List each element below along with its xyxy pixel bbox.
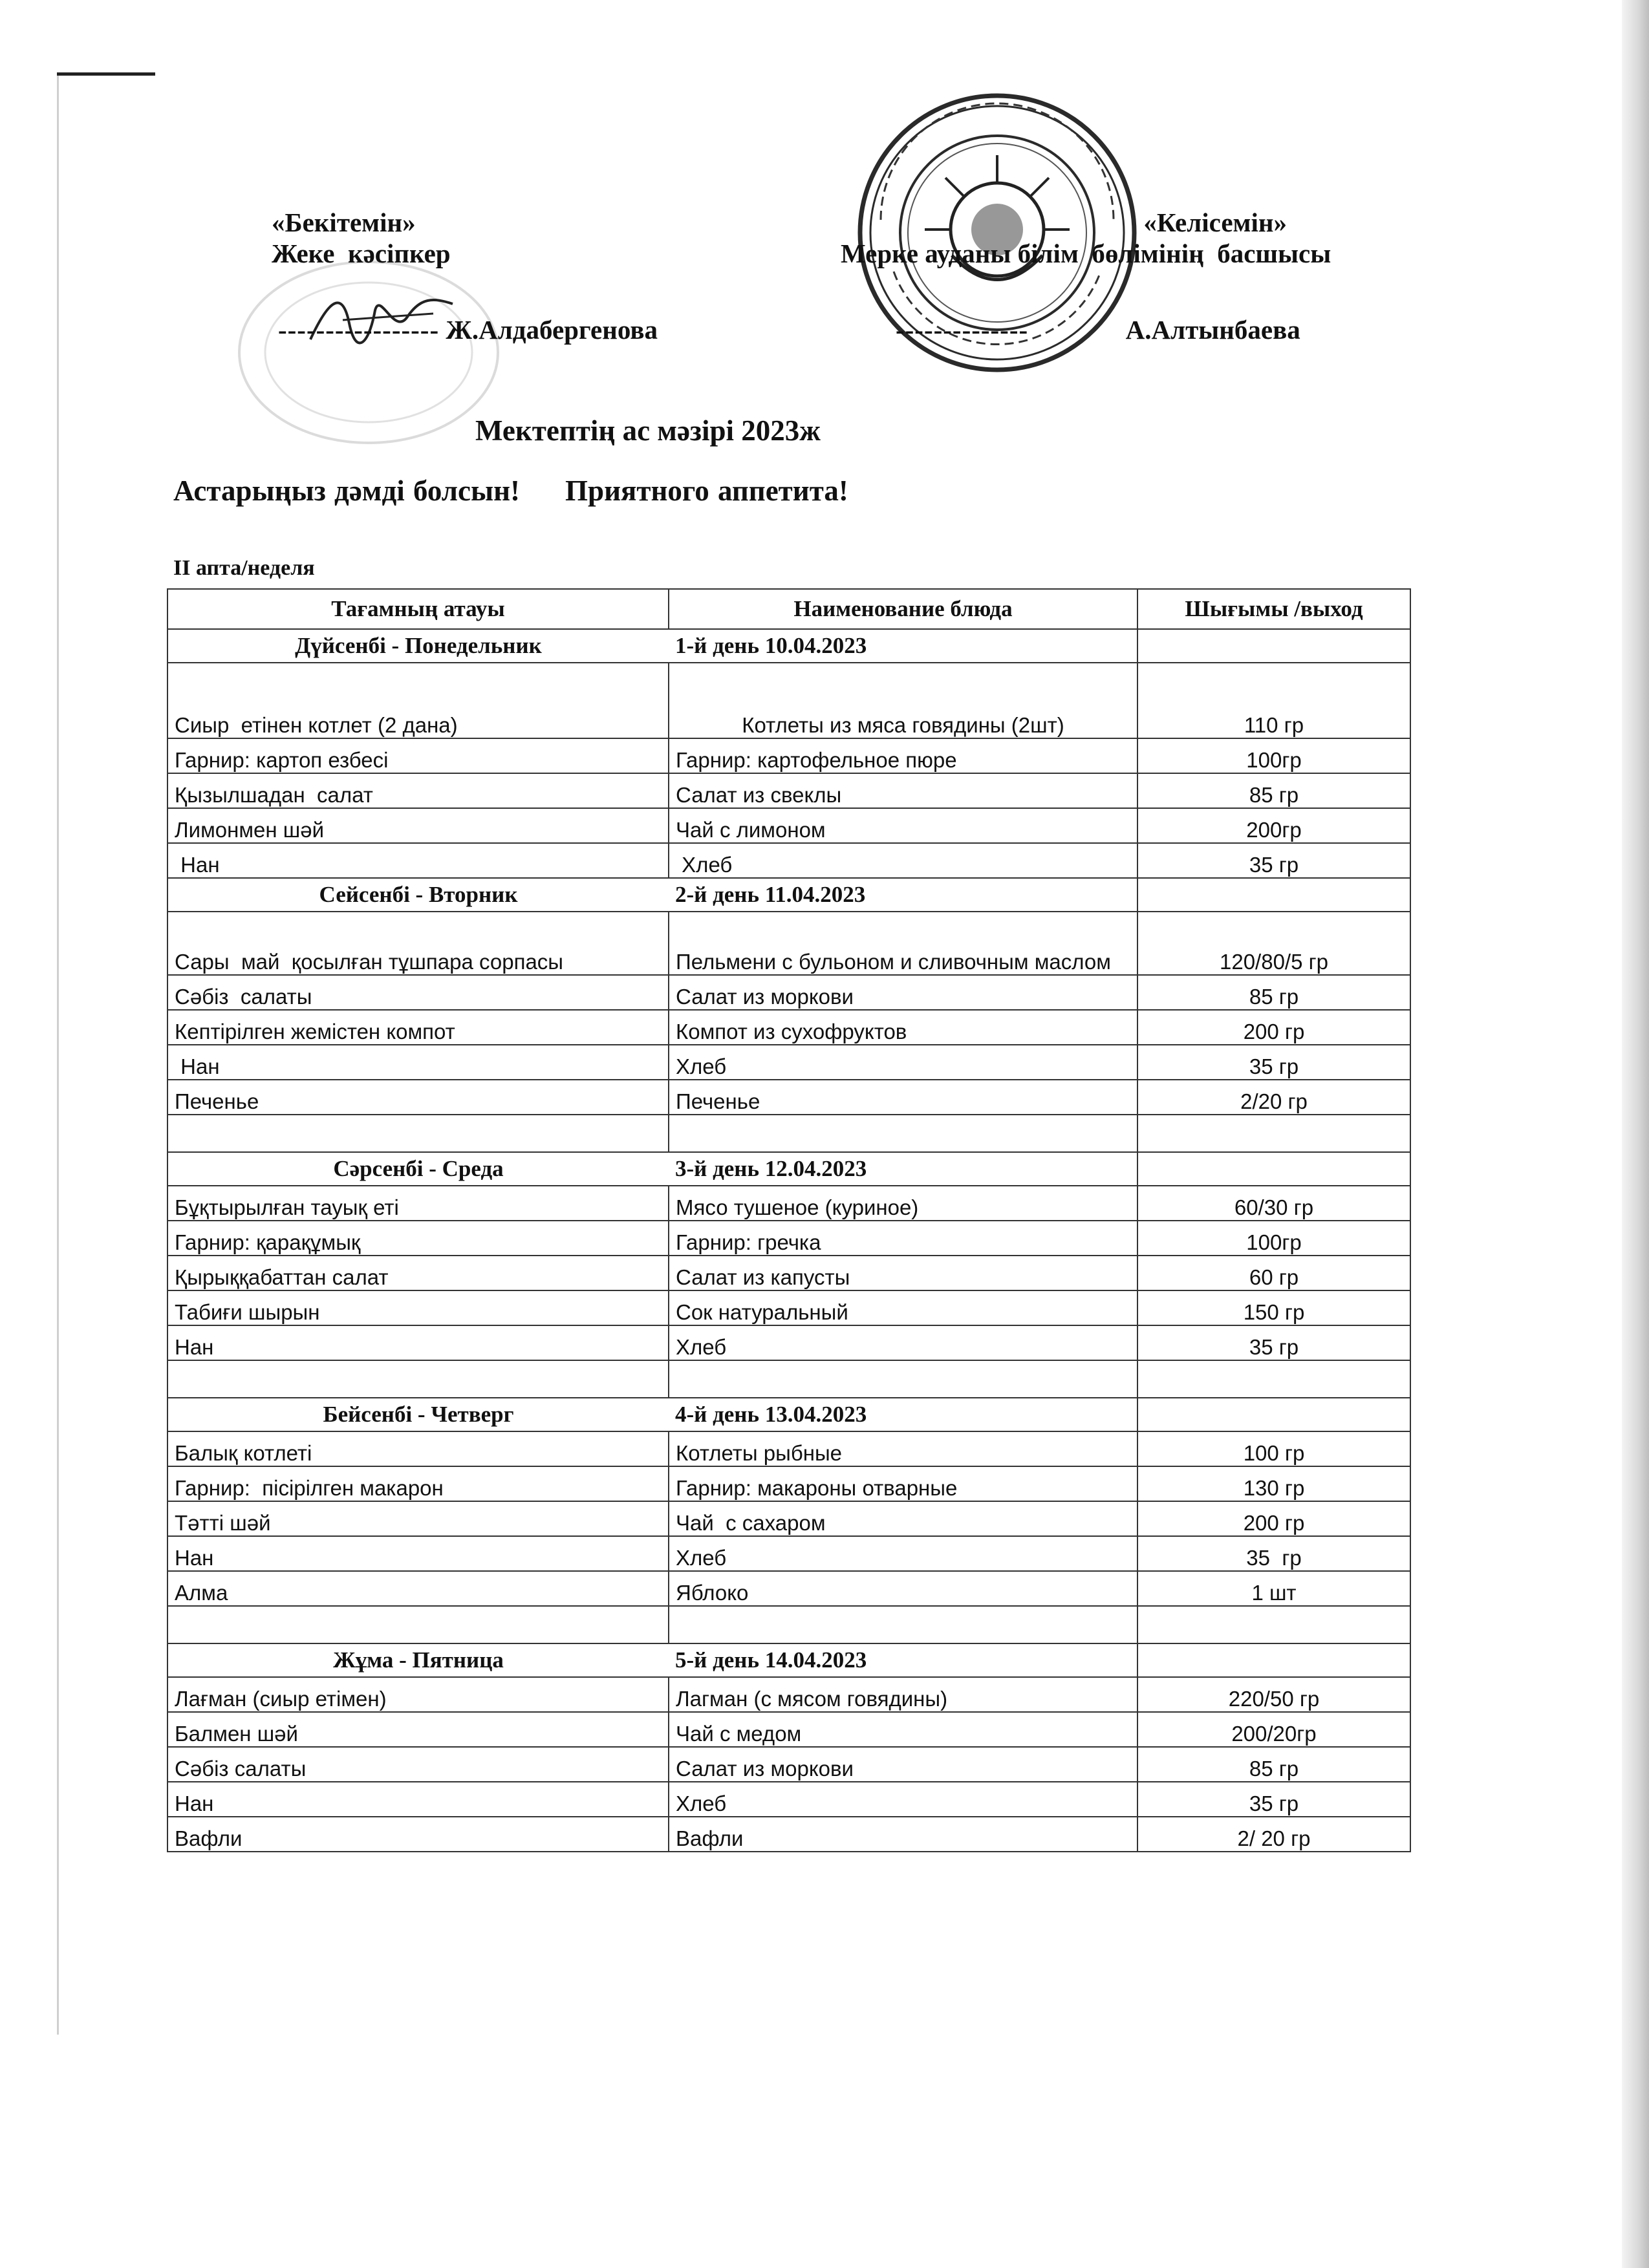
day-date: 1-й день 10.04.2023	[669, 629, 1137, 663]
dish-output: 2/ 20 гр	[1137, 1817, 1410, 1852]
dish-name-ru: Вафли	[669, 1817, 1137, 1852]
agreer-name: А.Алтынбаева	[1125, 315, 1300, 345]
day-date: 2-й день 11.04.2023	[669, 878, 1137, 912]
dish-name-ru	[669, 1115, 1137, 1152]
day-name: Жұма - Пятница	[167, 1643, 669, 1677]
dish-name-kz: Табиғи шырын	[167, 1290, 669, 1325]
approval-block	[272, 207, 451, 269]
dish-name-kz: Сары май қосылған тұшпара сорпасы	[167, 912, 669, 975]
dish-name-ru: Печенье	[669, 1080, 1137, 1115]
empty-row	[167, 1115, 1410, 1152]
dish-name-kz: Нан	[167, 1536, 669, 1571]
agree-role: Мерке ауданы білім бөлімінің басшысы	[841, 239, 1331, 268]
dish-name-kz: Қырыққабаттан салат	[167, 1256, 669, 1290]
table-row	[167, 663, 1410, 738]
day-header-row	[167, 878, 1410, 912]
dish-name-kz: Гарнир: картоп езбесі	[167, 738, 669, 773]
dish-output: 200гр	[1137, 808, 1410, 843]
dish-name-kz	[167, 1360, 669, 1398]
dish-output: 150 гр	[1137, 1290, 1410, 1325]
dish-name-ru: Компот из сухофруктов	[669, 1010, 1137, 1045]
dish-name-kz: Печенье	[167, 1080, 669, 1115]
table-row	[167, 1325, 1410, 1360]
signature-dashes: --------------	[896, 315, 1029, 345]
dish-name-ru: Мясо тушеное (куриное)	[669, 1186, 1137, 1221]
table-row	[167, 1536, 1410, 1571]
day-date: 3-й день 12.04.2023	[669, 1152, 1137, 1186]
dish-output: 35 гр	[1137, 1536, 1410, 1571]
dish-name-kz: Лимонмен шәй	[167, 808, 669, 843]
dish-name-kz	[167, 1606, 669, 1643]
approve-title: «Бекітемін»	[272, 208, 416, 237]
dish-name-ru	[669, 1360, 1137, 1398]
dish-name-ru: Хлеб	[669, 1045, 1137, 1080]
dish-name-kz: Алма	[167, 1571, 669, 1606]
day-header-row	[167, 1152, 1410, 1186]
day-date: 5-й день 14.04.2023	[669, 1643, 1137, 1677]
table-row	[167, 1010, 1410, 1045]
table-header-row	[167, 589, 1410, 629]
empty-row	[167, 1606, 1410, 1643]
dish-name-ru: Гарнир: гречка	[669, 1221, 1137, 1256]
table-row	[167, 1712, 1410, 1747]
dish-name-ru: Яблоко	[669, 1571, 1137, 1606]
header-ru-name: Наименование блюда	[669, 589, 1137, 629]
dish-name-ru: Пельмени с бульоном и сливочным маслом	[669, 912, 1137, 975]
dish-name-kz	[167, 1115, 669, 1152]
day-header-row	[167, 629, 1410, 663]
dish-name-kz: Нан	[167, 1782, 669, 1817]
table-row	[167, 1571, 1410, 1606]
day-name: Бейсенбі - Четверг	[167, 1398, 669, 1431]
table-row	[167, 912, 1410, 975]
dish-name-kz: Вафли	[167, 1817, 669, 1852]
dish-output: 100 гр	[1137, 1431, 1410, 1466]
dish-name-kz: Балмен шәй	[167, 1712, 669, 1747]
dish-name-ru: Чай с сахаром	[669, 1501, 1137, 1536]
week-label: II апта/неделя	[173, 556, 315, 580]
dish-output: 200/20гр	[1137, 1712, 1410, 1747]
dish-output	[1137, 1360, 1410, 1398]
scan-edge-shadow	[1622, 0, 1649, 2268]
dish-name-ru: Чай с медом	[669, 1712, 1137, 1747]
dish-output: 100гр	[1137, 1221, 1410, 1256]
dish-name-ru: Гарнир: картофельное пюре	[669, 738, 1137, 773]
dish-name-ru: Гарнир: макароны отварные	[669, 1466, 1137, 1501]
dish-name-ru: Хлеб	[669, 843, 1137, 878]
table-row	[167, 1782, 1410, 1817]
table-row	[167, 1080, 1410, 1115]
dish-output: 110 гр	[1137, 663, 1410, 738]
dish-name-ru: Салат из моркови	[669, 975, 1137, 1010]
day-date: 4-й день 13.04.2023	[669, 1398, 1137, 1431]
table-row	[167, 1186, 1410, 1221]
dish-name-kz: Балық котлеті	[167, 1431, 669, 1466]
dish-name-kz: Нан	[167, 1045, 669, 1080]
table-row	[167, 738, 1410, 773]
day-output-cell	[1137, 1152, 1410, 1186]
subtitle-ru: Приятного аппетита!	[565, 475, 848, 507]
empty-row	[167, 1360, 1410, 1398]
dish-name-kz: Тәтті шәй	[167, 1501, 669, 1536]
day-output-cell	[1137, 1643, 1410, 1677]
dish-output: 85 гр	[1137, 975, 1410, 1010]
dish-name-kz: Нан	[167, 1325, 669, 1360]
dish-name-ru: Хлеб	[669, 1325, 1137, 1360]
dish-name-ru	[669, 1606, 1137, 1643]
document-subtitle	[173, 474, 848, 508]
dish-name-kz: Гарнир: пісірілген макарон	[167, 1466, 669, 1501]
dish-name-kz: Кептірілген жемістен компот	[167, 1010, 669, 1045]
dish-name-kz: Сиыр етінен котлет (2 дана)	[167, 663, 669, 738]
dish-output: 60/30 гр	[1137, 1186, 1410, 1221]
dish-name-ru: Салат из моркови	[669, 1747, 1137, 1782]
dish-name-kz: Сәбіз салаты	[167, 1747, 669, 1782]
table-row	[167, 1747, 1410, 1782]
dish-output: 130 гр	[1137, 1466, 1410, 1501]
dish-output: 35 гр	[1137, 1325, 1410, 1360]
signature-dashes: -----------------	[278, 315, 440, 345]
table-row	[167, 1501, 1410, 1536]
dish-name-kz: Сәбіз салаты	[167, 975, 669, 1010]
agreement-block	[841, 207, 1331, 269]
dish-output: 100гр	[1137, 738, 1410, 773]
dish-name-kz: Лағман (сиыр етімен)	[167, 1677, 669, 1712]
table-row	[167, 1677, 1410, 1712]
dish-output: 1 шт	[1137, 1571, 1410, 1606]
dish-name-ru: Сок натуральный	[669, 1290, 1137, 1325]
day-header-row	[167, 1643, 1410, 1677]
dish-name-ru: Хлеб	[669, 1536, 1137, 1571]
dish-name-kz: Нан	[167, 843, 669, 878]
menu-body	[167, 629, 1410, 1852]
day-name: Сейсенбі - Вторник	[167, 878, 669, 912]
dish-name-ru: Хлеб	[669, 1782, 1137, 1817]
document-title: Мектептің ас мәзірі 2023ж	[475, 414, 821, 447]
dish-output	[1137, 1115, 1410, 1152]
table-row	[167, 1466, 1410, 1501]
table-row	[167, 808, 1410, 843]
dish-name-ru: Чай с лимоном	[669, 808, 1137, 843]
dish-output: 35 гр	[1137, 843, 1410, 878]
top-rule	[57, 72, 155, 76]
table-row	[167, 1045, 1410, 1080]
approver-name: Ж.Алдабергенова	[446, 315, 658, 345]
dish-output: 35 гр	[1137, 1782, 1410, 1817]
table-row	[167, 1221, 1410, 1256]
table-row	[167, 843, 1410, 878]
dish-output: 200 гр	[1137, 1010, 1410, 1045]
dish-name-ru: Котлеты рыбные	[669, 1431, 1137, 1466]
table-row	[167, 1256, 1410, 1290]
dish-name-ru: Салат из свеклы	[669, 773, 1137, 808]
table-row	[167, 975, 1410, 1010]
day-name: Сәрсенбі - Среда	[167, 1152, 669, 1186]
agree-title: «Келісемін»	[1143, 208, 1287, 237]
header-kz-name: Тағамның атауы	[167, 589, 669, 629]
subtitle-kz: Астарыңыз дәмді болсын!	[173, 475, 521, 507]
dish-output: 35 гр	[1137, 1045, 1410, 1080]
day-output-cell	[1137, 1398, 1410, 1431]
dish-output	[1137, 1606, 1410, 1643]
dish-name-ru: Лагман (с мясом говядины)	[669, 1677, 1137, 1712]
day-output-cell	[1137, 878, 1410, 912]
dish-name-ru: Салат из капусты	[669, 1256, 1137, 1290]
dish-output: 120/80/5 гр	[1137, 912, 1410, 975]
dish-output: 200 гр	[1137, 1501, 1410, 1536]
table-row	[167, 773, 1410, 808]
agreer-signature-line	[896, 314, 1300, 345]
dish-name-kz: Гарнир: қарақұмық	[167, 1221, 669, 1256]
menu-table	[167, 588, 1411, 1852]
dish-output: 2/20 гр	[1137, 1080, 1410, 1115]
table-row	[167, 1431, 1410, 1466]
table-row	[167, 1817, 1410, 1852]
dish-name-kz: Қызылшадан салат	[167, 773, 669, 808]
dish-name-kz: Бұқтырылған тауық еті	[167, 1186, 669, 1221]
dish-output: 85 гр	[1137, 773, 1410, 808]
dish-name-ru: Котлеты из мяса говядины (2шт)	[669, 663, 1137, 738]
header-output: Шығымы /выход	[1137, 589, 1410, 629]
left-margin-line	[57, 76, 59, 2035]
approver-signature-line	[278, 314, 658, 345]
day-output-cell	[1137, 629, 1410, 663]
dish-output: 60 гр	[1137, 1256, 1410, 1290]
table-row	[167, 1290, 1410, 1325]
day-header-row	[167, 1398, 1410, 1431]
approve-role: Жеке кәсіпкер	[272, 239, 451, 268]
dish-output: 220/50 гр	[1137, 1677, 1410, 1712]
dish-output: 85 гр	[1137, 1747, 1410, 1782]
day-name: Дүйсенбі - Понедельник	[167, 629, 669, 663]
